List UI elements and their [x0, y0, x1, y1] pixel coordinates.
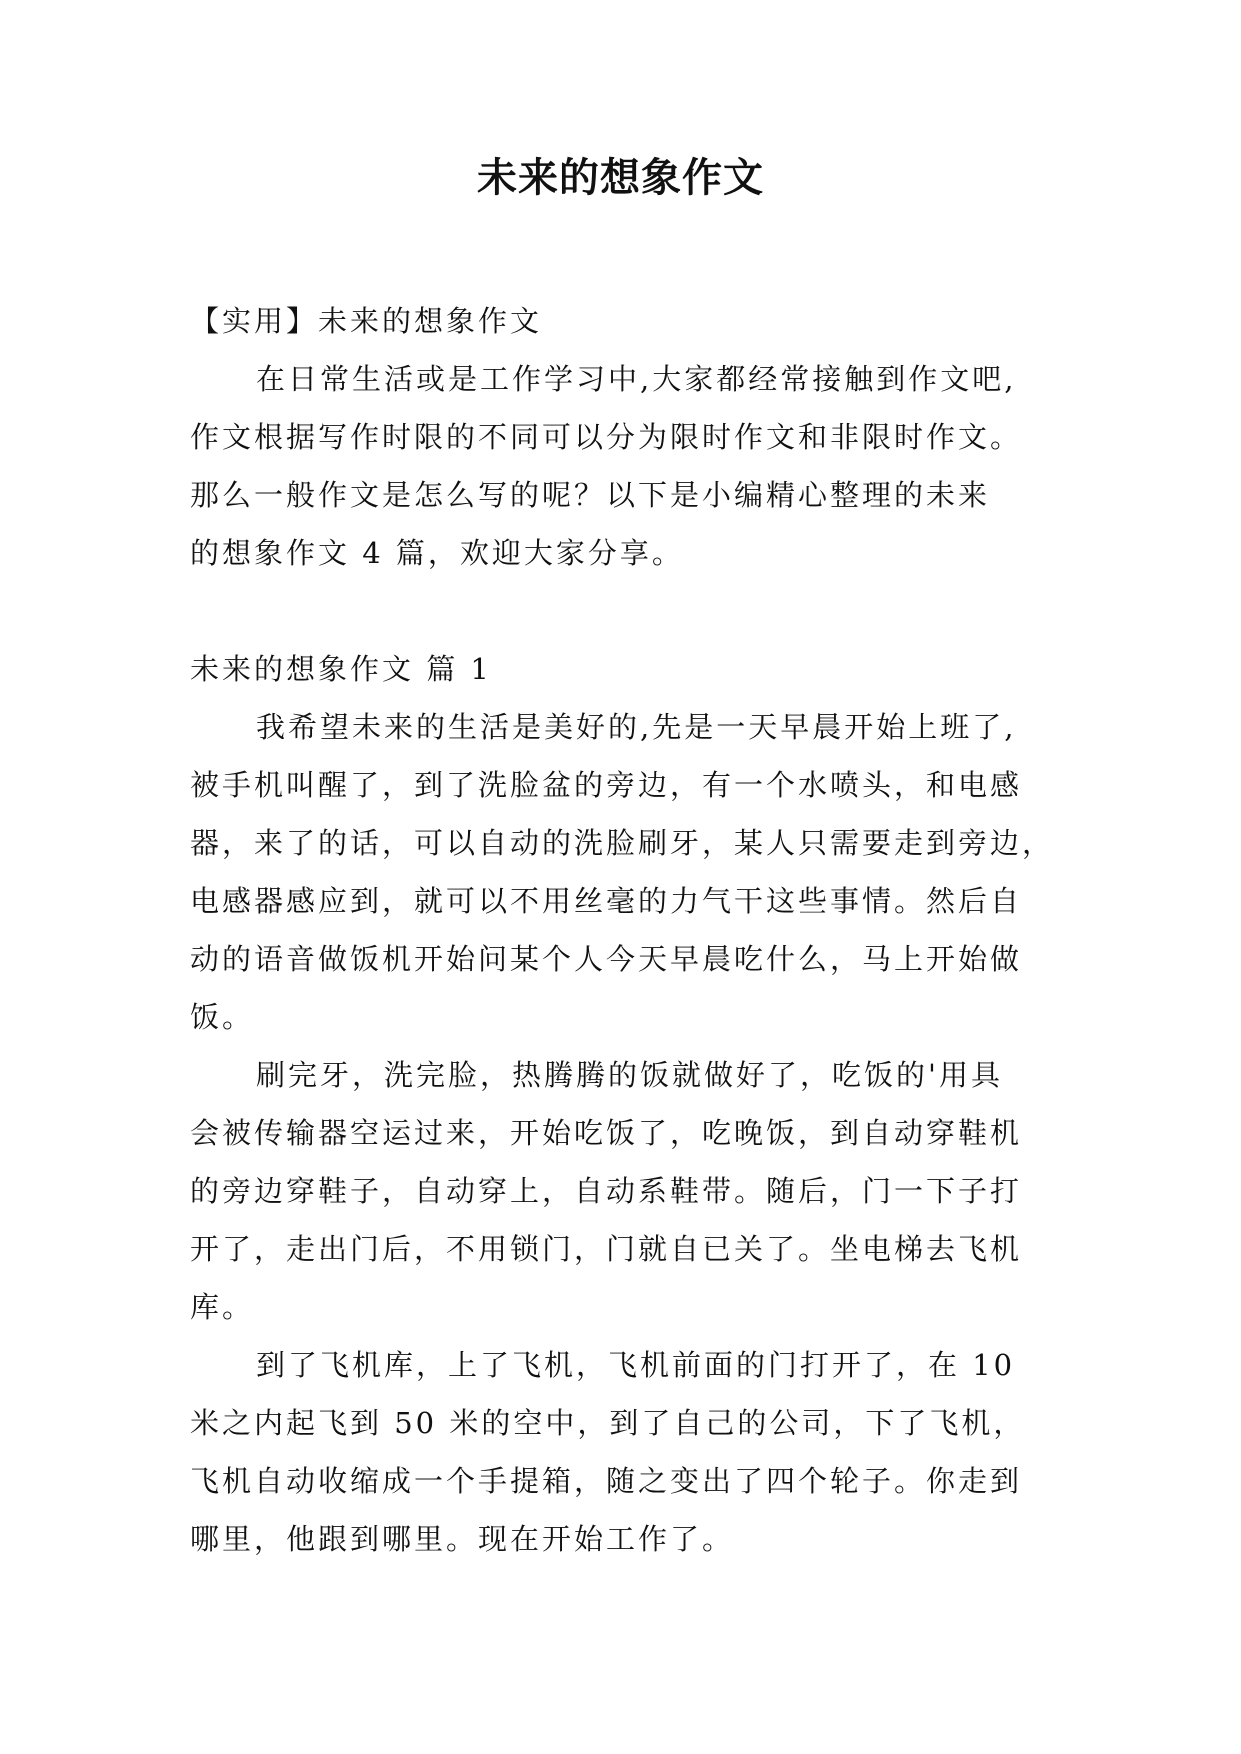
- paragraph-line: 会被传输器空运过来，开始吃饭了，吃晚饭，到自动穿鞋机: [190, 1116, 1023, 1150]
- paragraph-line: 开了，走出门后，不用锁门，门就自已关了。坐电梯去飞机: [190, 1232, 1023, 1266]
- paragraph-line: 电感器感应到，就可以不用丝毫的力气干这些事情。然后自: [190, 884, 1023, 918]
- paragraph-line: 哪里，他跟到哪里。现在开始工作了。: [190, 1522, 735, 1556]
- page-title: 未来的想象作文: [477, 154, 764, 201]
- body-paragraph-1: [190, 698, 1070, 1046]
- paragraph-line: 的想象作文 4 篇，欢迎大家分享。: [190, 536, 684, 570]
- paragraph-line: 作文根据写作时限的不同可以分为限时作文和非限时作文。: [190, 420, 1023, 454]
- document-subtitle: 【实用】未来的想象作文: [190, 304, 543, 338]
- paragraph-line: 到了飞机库，上了飞机，飞机前面的门打开了，在 10: [256, 1348, 1016, 1382]
- body-paragraph-3: [190, 1336, 1070, 1568]
- paragraph-line: 在日常生活或是工作学习中,大家都经常接触到作文吧,: [256, 362, 1017, 396]
- paragraph-line: 动的语音做饭机开始问某个人今天早晨吃什么，马上开始做: [190, 942, 1023, 976]
- paragraph-line: 米之内起飞到 50 米的空中，到了自己的公司，下了飞机，: [190, 1406, 1026, 1440]
- body-paragraph-2: [190, 1046, 1070, 1336]
- paragraph-line: 我希望未来的生活是美好的,先是一天早晨开始上班了,: [256, 710, 1017, 744]
- paragraph-line: 饭。: [190, 1000, 255, 1034]
- paragraph-line: 那么一般作文是怎么写的呢？以下是小编精心整理的未来: [190, 478, 991, 512]
- paragraph-line: 的旁边穿鞋子，自动穿上，自动系鞋带。随后，门一下子打: [190, 1174, 1023, 1208]
- section-heading: 未来的想象作文 篇 1: [190, 652, 492, 686]
- paragraph-line: 库。: [190, 1290, 255, 1324]
- paragraph-line: 器，来了的话，可以自动的洗脸刷牙，某人只需要走到旁边，: [190, 826, 1055, 860]
- paragraph-line: 被手机叫醒了，到了洗脸盆的旁边，有一个水喷头，和电感: [190, 768, 1023, 802]
- paragraph-spacer: [190, 582, 1070, 640]
- intro-paragraph: [190, 350, 1070, 582]
- paragraph-line: 飞机自动收缩成一个手提箱，随之变出了四个轮子。你走到: [190, 1464, 1023, 1498]
- paragraph-line: 刷完牙，洗完脸，热腾腾的饭就做好了，吃饭的'用具: [256, 1058, 1003, 1092]
- document-body: [190, 292, 1070, 1568]
